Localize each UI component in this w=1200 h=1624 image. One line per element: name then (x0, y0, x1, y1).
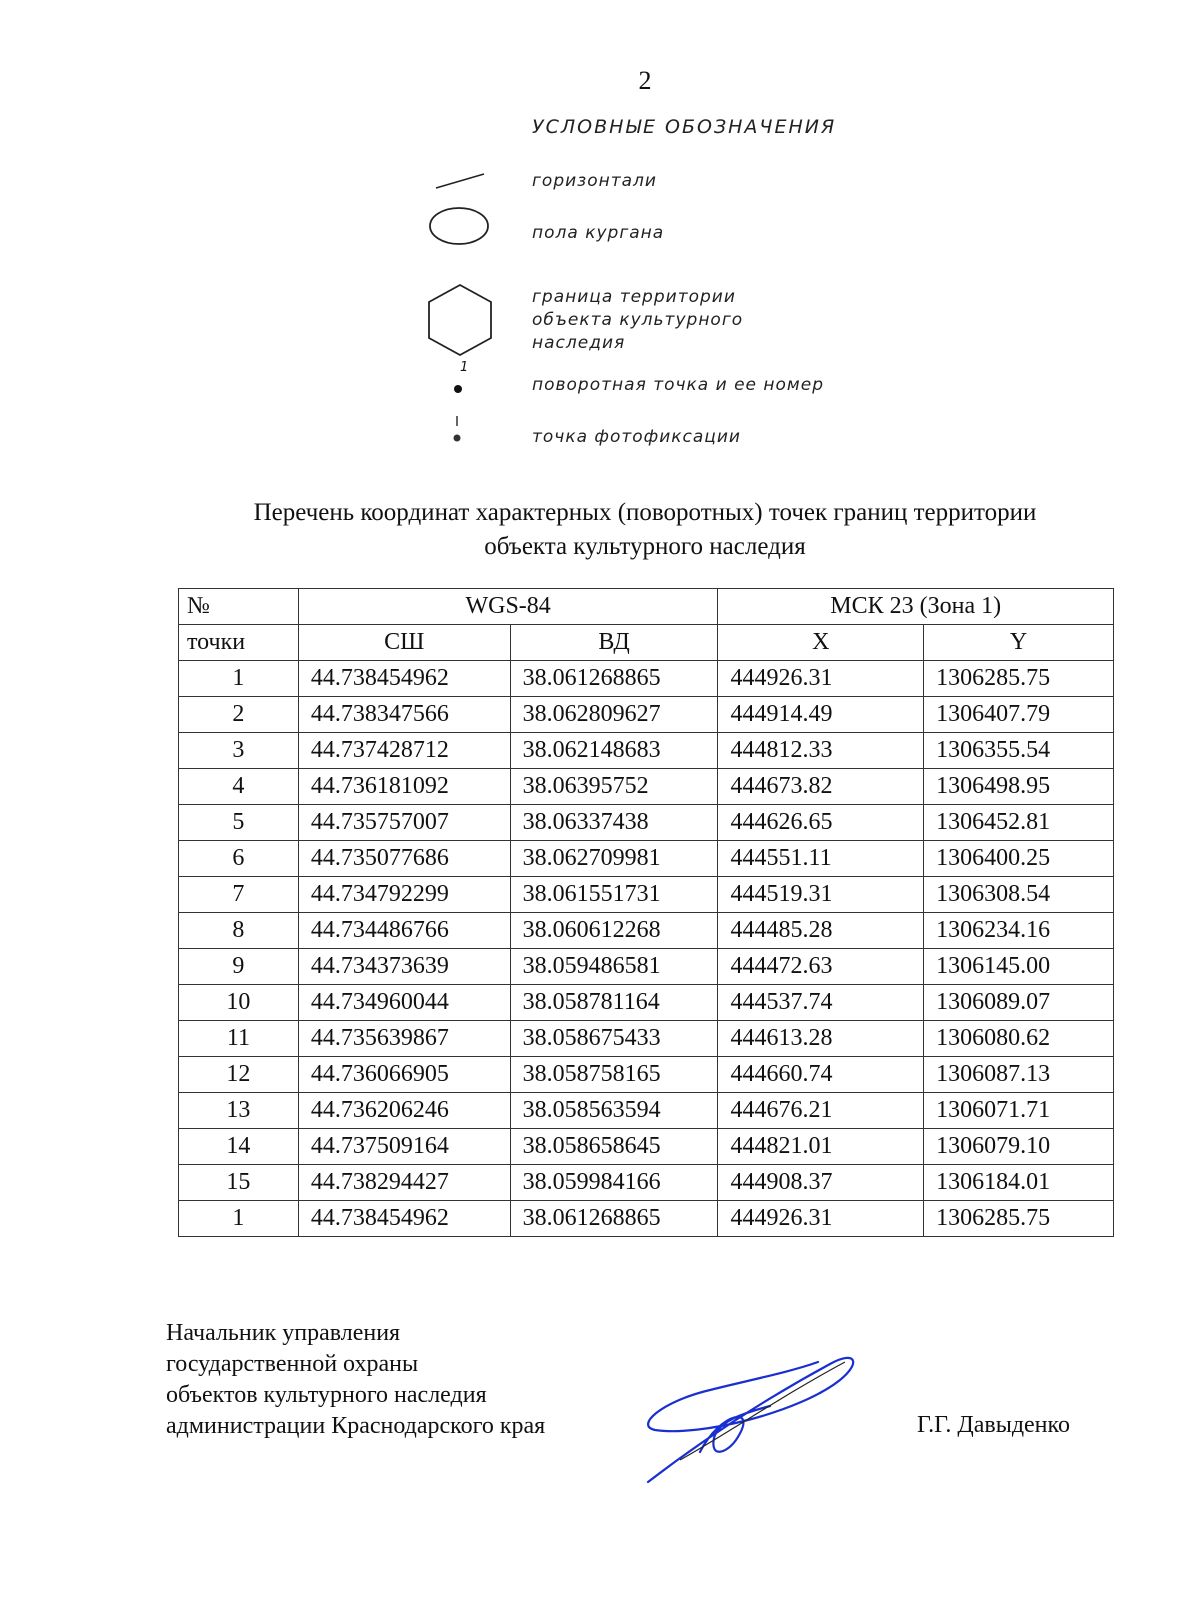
x-cell: 444914.49 (718, 697, 924, 733)
table-row (179, 661, 1114, 697)
x-cell: 444926.31 (718, 1201, 924, 1237)
latitude-cell: 44.734960044 (298, 985, 510, 1021)
x-cell: 444485.28 (718, 913, 924, 949)
longitude-cell: 38.062148683 (510, 733, 718, 769)
header-longitude: ВД (510, 625, 718, 661)
x-cell: 444926.31 (718, 661, 924, 697)
turning-point-icon (452, 362, 472, 396)
header-x: X (718, 625, 924, 661)
point-number-cell: 1 (179, 661, 299, 697)
position-line-2: государственной охраны (166, 1351, 419, 1377)
header-wgs84: WGS-84 (298, 589, 718, 625)
signature-position (166, 1318, 545, 1442)
point-number-cell: 6 (179, 841, 299, 877)
y-cell: 1306285.75 (924, 661, 1114, 697)
x-cell: 444673.82 (718, 769, 924, 805)
table-row (179, 949, 1114, 985)
table-row (179, 1165, 1114, 1201)
latitude-cell: 44.735077686 (298, 841, 510, 877)
point-number-cell: 13 (179, 1093, 299, 1129)
y-cell: 1306184.01 (924, 1165, 1114, 1201)
table-row (179, 913, 1114, 949)
longitude-cell: 38.060612268 (510, 913, 718, 949)
table-row (179, 985, 1114, 1021)
contour-line-icon (434, 170, 486, 192)
y-cell: 1306400.25 (924, 841, 1114, 877)
table-row (179, 733, 1114, 769)
position-line-1: Начальник управления (166, 1320, 401, 1346)
coordinates-list-title (0, 496, 1200, 564)
x-cell: 444660.74 (718, 1057, 924, 1093)
point-number-cell: 7 (179, 877, 299, 913)
y-cell: 1306145.00 (924, 949, 1114, 985)
x-cell: 444676.21 (718, 1093, 924, 1129)
table-header-row-1 (179, 589, 1114, 625)
page-number: 2 (638, 66, 652, 95)
latitude-cell: 44.735757007 (298, 805, 510, 841)
longitude-cell: 38.061268865 (510, 661, 718, 697)
longitude-cell: 38.058658645 (510, 1129, 718, 1165)
table-row (179, 769, 1114, 805)
x-cell: 444821.01 (718, 1129, 924, 1165)
y-cell: 1306079.10 (924, 1129, 1114, 1165)
latitude-cell: 44.738454962 (298, 1201, 510, 1237)
hexagon-icon (424, 282, 496, 358)
y-cell: 1306285.75 (924, 1201, 1114, 1237)
position-line-4: администрации Краснодарского края (166, 1413, 546, 1439)
legend-label-photo-point: точка фотофиксации (532, 427, 741, 447)
point-number-cell: 2 (179, 697, 299, 733)
x-cell: 444551.11 (718, 841, 924, 877)
table-row (179, 841, 1114, 877)
legend-label-boundary-line1: граница территории (532, 287, 736, 307)
latitude-cell: 44.738454962 (298, 661, 510, 697)
longitude-cell: 38.058781164 (510, 985, 718, 1021)
point-number-cell: 5 (179, 805, 299, 841)
latitude-cell: 44.736206246 (298, 1093, 510, 1129)
turning-point-number: 1 (460, 360, 469, 375)
coordinates-table (178, 588, 1114, 1237)
latitude-cell: 44.734486766 (298, 913, 510, 949)
longitude-cell: 38.058758165 (510, 1057, 718, 1093)
latitude-cell: 44.735639867 (298, 1021, 510, 1057)
point-number-cell: 3 (179, 733, 299, 769)
x-cell: 444537.74 (718, 985, 924, 1021)
y-cell: 1306355.54 (924, 733, 1114, 769)
legend-label-turning-point: поворотная точка и ее номер (532, 375, 824, 395)
position-line-3: объектов культурного наследия (166, 1382, 487, 1408)
x-cell: 444472.63 (718, 949, 924, 985)
table-row (179, 1021, 1114, 1057)
point-number-cell: 9 (179, 949, 299, 985)
point-number-cell: 4 (179, 769, 299, 805)
y-cell: 1306498.95 (924, 769, 1114, 805)
legend-label-mound: пола кургана (532, 223, 665, 243)
point-number-cell: 14 (179, 1129, 299, 1165)
y-cell: 1306089.07 (924, 985, 1114, 1021)
legend-label-boundary-line2: объекта культурного (532, 310, 744, 330)
latitude-cell: 44.738294427 (298, 1165, 510, 1201)
table-header-row-2 (179, 625, 1114, 661)
handwritten-signature (640, 1342, 870, 1492)
latitude-cell: 44.736181092 (298, 769, 510, 805)
x-cell: 444626.65 (718, 805, 924, 841)
x-cell: 444908.37 (718, 1165, 924, 1201)
point-number-cell: 15 (179, 1165, 299, 1201)
table-row (179, 805, 1114, 841)
ellipse-icon (426, 204, 492, 248)
latitude-cell: 44.737509164 (298, 1129, 510, 1165)
latitude-cell: 44.734373639 (298, 949, 510, 985)
header-point-no: № (179, 589, 299, 625)
latitude-cell: 44.736066905 (298, 1057, 510, 1093)
coordinates-list-title-line2: объекта культурного наследия (484, 533, 806, 560)
x-cell: 444519.31 (718, 877, 924, 913)
longitude-cell: 38.06395752 (510, 769, 718, 805)
x-cell: 444613.28 (718, 1021, 924, 1057)
legend-label-boundary (532, 286, 743, 355)
legend-label-boundary-line3: наследия (532, 333, 626, 353)
point-number-cell: 1 (179, 1201, 299, 1237)
y-cell: 1306308.54 (924, 877, 1114, 913)
latitude-cell: 44.734792299 (298, 877, 510, 913)
longitude-cell: 38.059486581 (510, 949, 718, 985)
longitude-cell: 38.058563594 (510, 1093, 718, 1129)
y-cell: 1306071.71 (924, 1093, 1114, 1129)
longitude-cell: 38.061551731 (510, 877, 718, 913)
table-row (179, 877, 1114, 913)
point-number-cell: 11 (179, 1021, 299, 1057)
y-cell: 1306407.79 (924, 697, 1114, 733)
header-y: Y (924, 625, 1114, 661)
header-point-label: точки (179, 625, 299, 661)
longitude-cell: 38.059984166 (510, 1165, 718, 1201)
longitude-cell: 38.058675433 (510, 1021, 718, 1057)
y-cell: 1306087.13 (924, 1057, 1114, 1093)
legend-label-contour: горизонтали (532, 171, 657, 191)
latitude-cell: 44.737428712 (298, 733, 510, 769)
longitude-cell: 38.061268865 (510, 1201, 718, 1237)
table-row (179, 1093, 1114, 1129)
x-cell: 444812.33 (718, 733, 924, 769)
photo-point-icon (450, 414, 464, 446)
legend-title: УСЛОВНЫЕ ОБОЗНАЧЕНИЯ (532, 116, 837, 138)
y-cell: 1306452.81 (924, 805, 1114, 841)
y-cell: 1306234.16 (924, 913, 1114, 949)
point-number-cell: 10 (179, 985, 299, 1021)
table-row (179, 697, 1114, 733)
coordinates-list-title-line1: Перечень координат характерных (поворотных) точек границ территории (253, 499, 1037, 526)
longitude-cell: 38.062809627 (510, 697, 718, 733)
signer-name: Г.Г. Давыденко (917, 1412, 1070, 1438)
table-row (179, 1201, 1114, 1237)
table-row (179, 1057, 1114, 1093)
y-cell: 1306080.62 (924, 1021, 1114, 1057)
header-msk23: МСК 23 (Зона 1) (718, 589, 1114, 625)
header-latitude: СШ (298, 625, 510, 661)
point-number-cell: 8 (179, 913, 299, 949)
longitude-cell: 38.062709981 (510, 841, 718, 877)
longitude-cell: 38.06337438 (510, 805, 718, 841)
point-number-cell: 12 (179, 1057, 299, 1093)
table-row (179, 1129, 1114, 1165)
latitude-cell: 44.738347566 (298, 697, 510, 733)
